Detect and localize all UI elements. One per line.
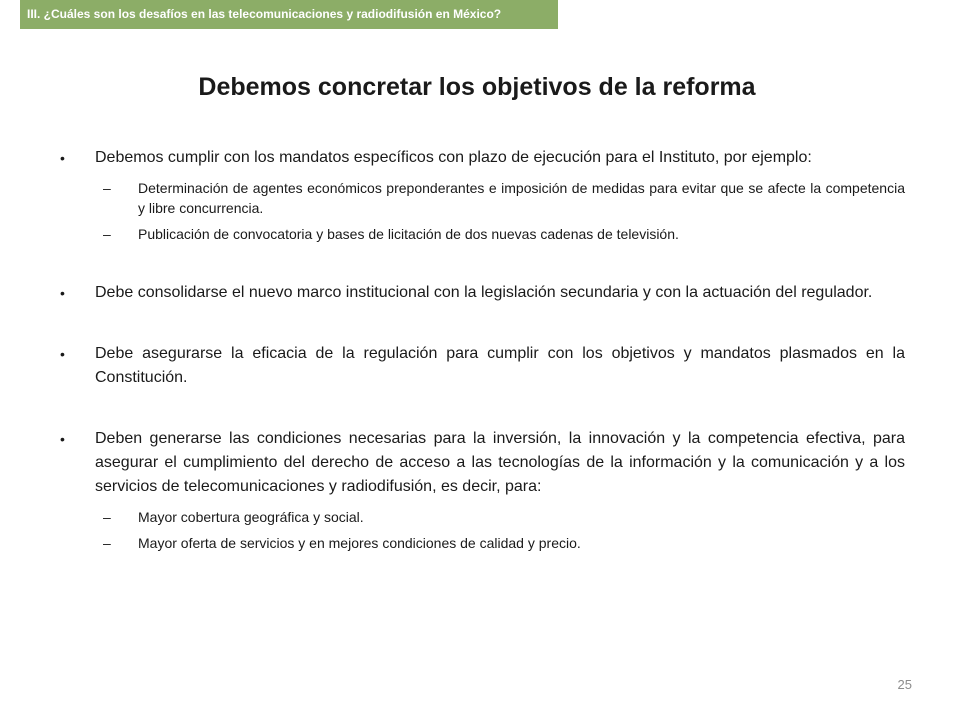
bullet-text: Debe consolidarse el nuevo marco institucional con la legislación secundaria y con la actuación del regulador. bbox=[95, 284, 873, 301]
sub-marker: – bbox=[103, 226, 111, 242]
bullet-marker: • bbox=[60, 431, 65, 447]
bullet-item-2 bbox=[60, 281, 905, 305]
bullet-text: Debe asegurarse la eficacia de la regulación para cumplir con los objetivos y mandatos plasmados en la Constitución. bbox=[95, 345, 905, 386]
sub-marker: – bbox=[103, 535, 111, 551]
sub-item-text: Publicación de convocatoria y bases de licitación de dos nuevas cadenas de televisión. bbox=[138, 226, 679, 242]
sub-marker: – bbox=[103, 180, 111, 196]
sub-marker: – bbox=[103, 509, 111, 525]
slide-title: Debemos concretar los objetivos de la reforma bbox=[198, 73, 756, 101]
bullet-marker: • bbox=[60, 150, 65, 166]
sub-item-text: Mayor cobertura geográfica y social. bbox=[138, 509, 364, 525]
bullet-item-4 bbox=[60, 427, 905, 499]
bullet-marker: • bbox=[60, 285, 65, 301]
page-number: 25 bbox=[897, 677, 912, 692]
sub-item bbox=[60, 533, 905, 553]
sub-item bbox=[60, 224, 905, 244]
section-header-tab: III. ¿Cuáles son los desafíos en las telecomunicaciones y radiodifusión en México? bbox=[20, 0, 558, 29]
sub-item-text: Mayor oferta de servicios y en mejores condiciones de calidad y precio. bbox=[138, 535, 581, 551]
bullet-marker: • bbox=[60, 346, 65, 362]
sub-item-text: Determinación de agentes económicos preponderantes e imposición de medidas para evitar que se afecte la competencia y libre concurrencia. bbox=[138, 180, 905, 216]
bullet-item-3 bbox=[60, 342, 905, 390]
slide-content bbox=[60, 146, 905, 553]
sub-item bbox=[60, 507, 905, 527]
sub-item bbox=[60, 178, 905, 218]
bullet-text: Deben generarse las condiciones necesarias para la inversión, la innovación y la competencia efectiva, para asegurar el cumplimiento del derecho de acceso a las tecnologías de la información y la comunicación y a los servicios de telecomunicaciones y radiodifusión, es decir, para: bbox=[95, 430, 905, 495]
bullet-text: Debemos cumplir con los mandatos específicos con plazo de ejecución para el Instituto, por ejemplo: bbox=[95, 149, 812, 166]
bullet-item-1 bbox=[60, 146, 905, 170]
